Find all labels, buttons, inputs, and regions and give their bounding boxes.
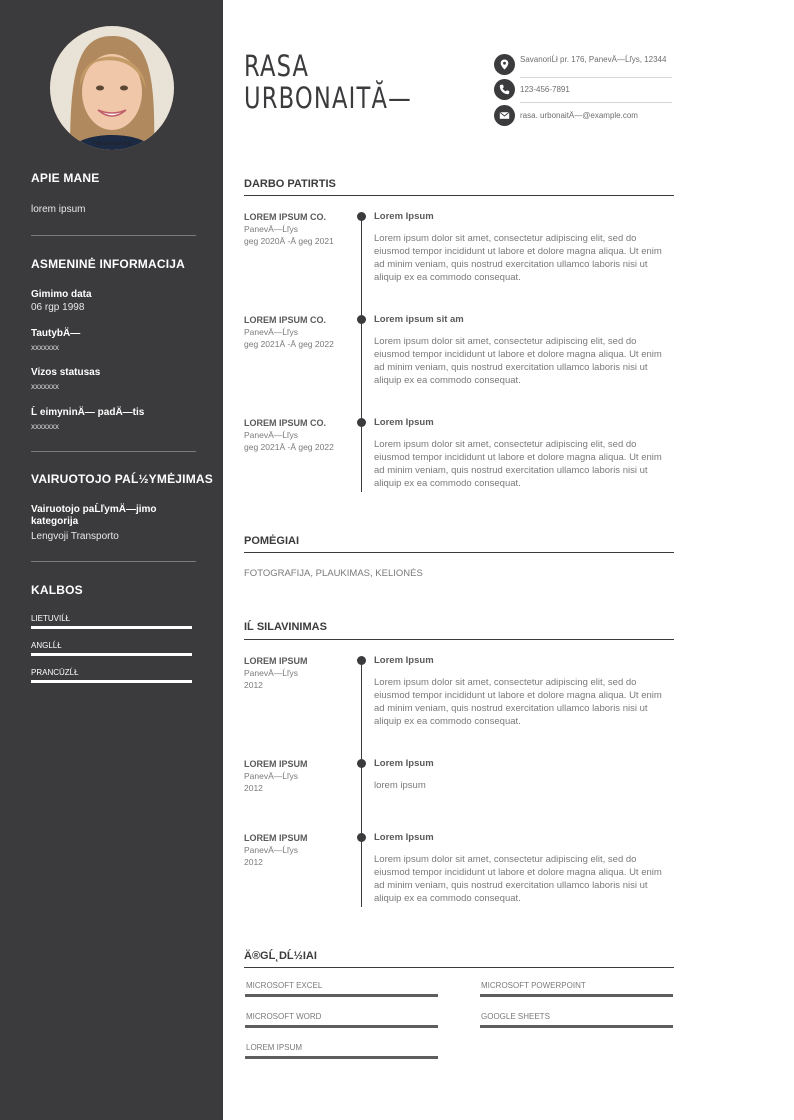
company-name: LOREM IPSUM CO. — [244, 212, 327, 222]
degree-title: Lorem Ipsum — [374, 758, 434, 769]
email-text[interactable]: rasa. urbonaitÄ—@example.com — [520, 111, 638, 120]
skill-level-bar — [245, 994, 438, 997]
contact-email — [494, 105, 674, 127]
contact-divider — [520, 77, 672, 78]
personal-value: xxxxxxx — [31, 343, 59, 352]
education-item — [374, 758, 674, 792]
divider — [31, 235, 196, 236]
experience-item — [374, 211, 674, 284]
license-label: Vairuotojo paĹľymÄ—jimo kategorija — [31, 504, 157, 527]
license-value: Lengvoji Transporto — [31, 531, 119, 542]
study-dates: 2012 — [244, 857, 263, 867]
name-last: URBONAITĂ— — [244, 81, 412, 115]
study-dates: 2012 — [244, 783, 263, 793]
address-text: SavanoriĹł pr. 176, PanevÄ—Ĺľys, 12344 — [520, 55, 667, 64]
school-name: LOREM IPSUM — [244, 833, 308, 843]
job-description: Lorem ipsum dolor sit amet, consectetur adipiscing elit, sed do eiusmod tempor incididunt ut labore et dolore magna aliqua. Ut enim ad minim veniam, quis nostrud exercitation ullamco laboris nisi ut aliquip ex ea commodo consequat. — [374, 336, 662, 386]
company-location: PanevÄ—Ĺľys — [244, 430, 298, 440]
experience-item — [374, 314, 674, 387]
company-name: LOREM IPSUM CO. — [244, 418, 327, 428]
divider — [31, 451, 196, 452]
degree-title: Lorem Ipsum — [374, 832, 434, 843]
contact-address — [494, 54, 674, 78]
skill-level-bar — [245, 1056, 438, 1059]
company-name: LOREM IPSUM CO. — [244, 315, 327, 325]
education-title: IĹ SILAVINIMAS — [244, 621, 327, 633]
section-rule — [244, 639, 674, 640]
personal-label: TautybÄ— — [31, 328, 81, 339]
experience-item-meta — [244, 211, 354, 247]
school-location: PanevÄ—Ĺľys — [244, 668, 298, 678]
personal-label: Gimimo data — [31, 289, 92, 300]
education-item-meta — [244, 758, 354, 794]
company-location: PanevÄ—Ĺľys — [244, 327, 298, 337]
job-title: Lorem ipsum sit am — [374, 314, 464, 325]
language-level-bar — [31, 653, 192, 656]
experience-timeline — [361, 215, 362, 492]
school-name: LOREM IPSUM — [244, 759, 308, 769]
job-title: Lorem Ipsum — [374, 417, 434, 428]
timeline-dot — [357, 212, 366, 221]
timeline-dot — [357, 759, 366, 768]
timeline-dot — [357, 833, 366, 842]
job-description: Lorem ipsum dolor sit amet, consectetur adipiscing elit, sed do eiusmod tempor incididunt ut labore et dolore magna aliqua. Ut enim ad minim veniam, quis nostrud exercitation ullamco laboris nisi ut aliquip ex ea commodo consequat. — [374, 439, 662, 489]
skill-level-bar — [480, 994, 673, 997]
job-dates: geg 2020Ā -Ā geg 2021 — [244, 236, 334, 246]
name-first: RASA — [244, 49, 310, 83]
skill-level-bar — [245, 1025, 438, 1028]
language-level-bar — [31, 680, 192, 683]
divider — [31, 561, 196, 562]
education-item — [374, 832, 674, 905]
skill-name: MICROSOFT EXCEL — [246, 981, 323, 990]
education-description: lorem ipsum — [374, 780, 426, 791]
education-item-meta — [244, 655, 354, 691]
section-rule — [244, 967, 674, 968]
education-item — [374, 655, 674, 728]
experience-item-meta — [244, 417, 354, 453]
about-text: lorem ipsum — [31, 204, 86, 215]
language-name: ANGLĹŁ — [31, 641, 62, 650]
phone-text[interactable]: 123-456-7891 — [520, 85, 570, 94]
experience-item — [374, 417, 674, 490]
timeline-dot — [357, 418, 366, 427]
language-name: PRANCŪZĹŁ — [31, 668, 79, 677]
hobbies-text: FOTOGRAFIJA, PLAUKIMAS, KELIONĖS — [244, 568, 423, 579]
personal-info-title: ASMENINĖ INFORMACIJA — [31, 257, 186, 271]
job-dates: geg 2021Ā -Ā geg 2022 — [244, 339, 334, 349]
timeline-dot — [357, 656, 366, 665]
school-location: PanevÄ—Ĺľys — [244, 845, 298, 855]
school-location: PanevÄ—Ĺľys — [244, 771, 298, 781]
skill-name: MICROSOFT WORD — [246, 1012, 322, 1021]
sidebar — [0, 0, 223, 1120]
job-description: Lorem ipsum dolor sit amet, consectetur adipiscing elit, sed do eiusmod tempor incididunt ut labore et dolore magna aliqua. Ut enim ad minim veniam, quis nostrud exercitation ullamco laboris nisi ut aliquip ex ea commodo consequat. — [374, 233, 662, 283]
email-icon — [494, 105, 515, 126]
job-title: Lorem Ipsum — [374, 211, 434, 222]
skill-name: GOOGLE SHEETS — [481, 1012, 550, 1021]
education-description: Lorem ipsum dolor sit amet, consectetur adipiscing elit, sed do eiusmod tempor incididunt ut labore et dolore magna aliqua. Ut enim ad minim veniam, quis nostrud exercitation ullamco laboris nisi ut aliquip ex ea commodo consequat. — [374, 677, 662, 727]
profile-photo — [50, 26, 174, 150]
personal-value: xxxxxxx — [31, 382, 59, 391]
about-title: APIE MANE — [31, 171, 100, 185]
degree-title: Lorem Ipsum — [374, 655, 434, 666]
location-icon — [494, 54, 515, 75]
language-level-bar — [31, 626, 192, 629]
experience-item-meta — [244, 314, 354, 350]
section-rule — [244, 195, 674, 196]
language-name: LIETUVIĹŁ — [31, 614, 71, 623]
hobbies-title: POMĖGIAI — [244, 535, 300, 547]
job-dates: geg 2021Ā -Ā geg 2022 — [244, 442, 334, 452]
section-rule — [244, 552, 674, 553]
company-location: PanevÄ—Ĺľys — [244, 224, 298, 234]
skill-name: LOREM IPSUM — [246, 1043, 303, 1052]
education-description: Lorem ipsum dolor sit amet, consectetur adipiscing elit, sed do eiusmod tempor incididunt ut labore et dolore magna aliqua. Ut enim ad minim veniam, quis nostrud exercitation ullamco laboris nisi ut aliquip ex ea commodo consequat. — [374, 854, 662, 904]
personal-value: 06 rgp 1998 — [31, 302, 85, 313]
license-title: VAIRUOTOJO PAĹ½YMĖJIMAS — [31, 472, 213, 486]
study-dates: 2012 — [244, 680, 263, 690]
experience-title: DARBO PATIRTIS — [244, 178, 336, 190]
personal-label: Vizos statusas — [31, 367, 101, 378]
languages-title: KALBOS — [31, 583, 83, 597]
timeline-dot — [357, 315, 366, 324]
contact-phone — [494, 79, 674, 101]
person-name — [244, 50, 412, 114]
school-name: LOREM IPSUM — [244, 656, 308, 666]
education-item-meta — [244, 832, 354, 868]
photo-watermark: Foto-pieruss-dow — [92, 141, 132, 147]
education-timeline — [361, 659, 362, 907]
contact-divider — [520, 102, 672, 103]
personal-label: Ĺ eimyninÄ— padÄ—tis — [31, 407, 145, 418]
skill-name: MICROSOFT POWERPOINT — [481, 981, 586, 990]
personal-value: xxxxxxx — [31, 422, 59, 431]
skill-level-bar — [480, 1025, 673, 1028]
skills-title: Ä®GĹ˛DĹ½IAI — [244, 950, 317, 962]
phone-icon — [494, 79, 515, 100]
